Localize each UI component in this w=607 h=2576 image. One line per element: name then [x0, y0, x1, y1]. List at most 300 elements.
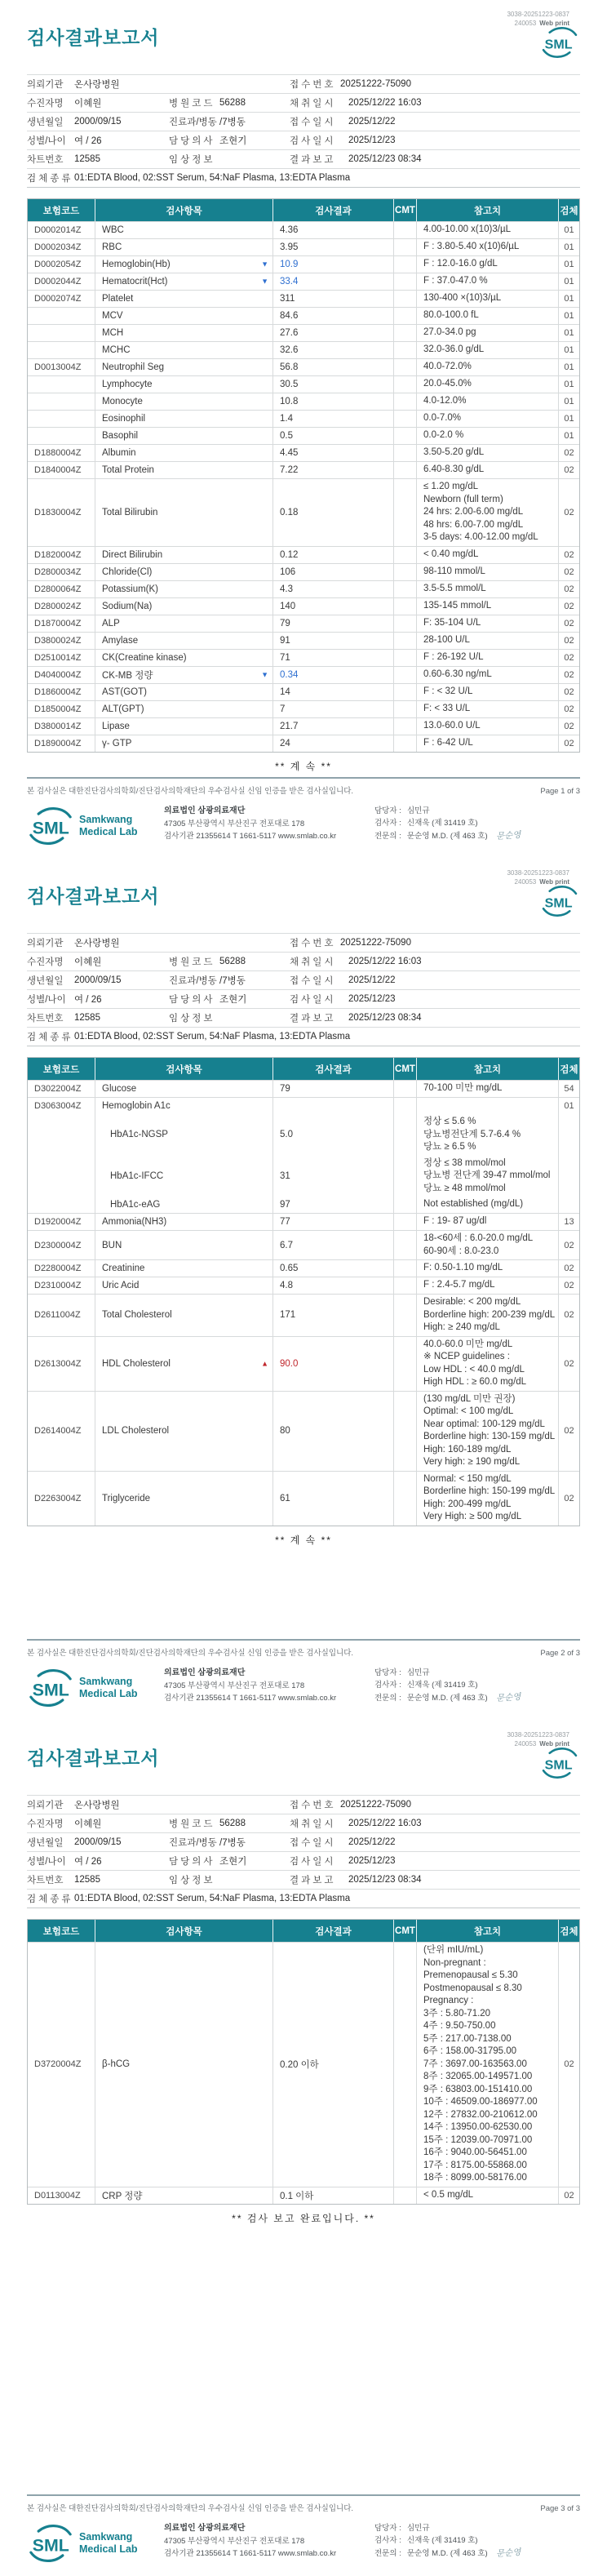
organization-block [164, 1667, 374, 1704]
result-cell [272, 342, 393, 358]
print-meta-line1: 3038-20251223-0837 [507, 1731, 569, 1739]
result-value: 106 [280, 566, 296, 577]
reference-line: High: 160-189 mg/dL [423, 1444, 512, 1455]
result-cell [272, 1081, 393, 1097]
test-name-cell [95, 256, 272, 273]
high-flag-icon: ▲ [261, 1359, 268, 1367]
result-cell [272, 1197, 393, 1213]
test-name-cell [95, 718, 272, 735]
staff-role: 담당자 : [374, 2524, 401, 2533]
specimen-code: 02 [558, 650, 579, 666]
sml-logo [541, 883, 578, 923]
test-name-cell [95, 291, 272, 307]
reference-cell [416, 291, 558, 307]
cmt-cell [393, 718, 416, 735]
info-value: 56288 [219, 957, 246, 966]
cmt-cell [393, 376, 416, 393]
reference-cell [416, 428, 558, 444]
reference-line: High HDL : ≥ 60.0 mg/dL [423, 1377, 527, 1387]
cmt-cell [393, 359, 416, 375]
page-title: 검사결과보고서 [27, 886, 160, 907]
reference-line: 80.0-100.0 fL [423, 310, 479, 321]
result-cell [272, 735, 393, 752]
test-name-cell [95, 1472, 272, 1526]
info-value: 56288 [219, 98, 246, 108]
info-label: 접수번호 [290, 1801, 336, 1810]
info-value: 2000/09/15 [74, 1837, 122, 1847]
info-value: 이혜원 [74, 957, 102, 967]
reference-line: Borderline high: 200-239 mg/dL [423, 1309, 556, 1320]
specimen-code: 02 [558, 1277, 579, 1294]
accreditation-row [27, 1646, 580, 1658]
staff-role: 전문의 : [374, 2549, 401, 2559]
reference-line: 0.60-6.30 ng/mL [423, 668, 492, 679]
result-value: 7.22 [280, 465, 299, 475]
reference-cell [416, 1277, 558, 1294]
result-cell [272, 376, 393, 393]
reference-lines [423, 1279, 552, 1292]
reference-cell [416, 256, 558, 273]
print-meta-webprint: Web print [539, 878, 569, 886]
info-value: 2000/09/15 [74, 975, 122, 985]
column-header: 검사결과 [272, 199, 393, 221]
reference-line: < 0.5 mg/dL [423, 2189, 474, 2200]
reference-lines [423, 344, 552, 357]
test-name-cell [95, 428, 272, 444]
info-label: 채취일시 [290, 99, 336, 109]
result-value: 32.6 [280, 345, 299, 355]
specimen-code: 02 [558, 445, 579, 461]
info-label: 채취일시 [290, 1819, 336, 1829]
specimen-code: 01 [558, 222, 579, 238]
reference-lines [423, 481, 552, 544]
column-header: 보험코드 [42, 206, 80, 216]
staff-name: 문순영 M.D. (제 463 호) [407, 1694, 488, 1703]
test-name-cell [95, 393, 272, 410]
reference-line: Premenopausal ≤ 5.30 [423, 1970, 518, 1980]
result-value: 4.45 [280, 448, 299, 458]
test-name: Platelet [102, 294, 134, 304]
reference-line: Not established (mg/dL) [423, 1199, 524, 1210]
insurance-code: D2280004Z [34, 1264, 82, 1273]
reference-lines [423, 2189, 552, 2202]
specimen-code: 01 [558, 376, 579, 393]
patient-info-row [27, 113, 580, 131]
insurance-code: D1850004Z [34, 704, 82, 714]
cmt-cell [393, 222, 416, 238]
result-value: 140 [280, 601, 296, 611]
info-value: 2025/12/22 16:03 [348, 1819, 422, 1828]
test-name-cell [95, 273, 272, 290]
specimen-code: 01 [558, 342, 579, 358]
insurance-code: D1890004Z [34, 738, 82, 748]
results-table-header [28, 1058, 579, 1080]
test-name-cell [95, 445, 272, 461]
test-name: Albumin [102, 448, 136, 458]
info-value: 온사랑병원 [74, 939, 120, 948]
staff-line [374, 1667, 580, 1679]
report-page [0, 0, 607, 859]
column-header: 검체 [558, 1920, 579, 1942]
svg-text:SML: SML [32, 818, 69, 838]
results-table-header [28, 1920, 579, 1942]
result-cell [272, 1231, 393, 1259]
reference-cell [416, 222, 558, 238]
info-value: 01:EDTA Blood, 02:SST Serum, 54:NaF Plasma, 13:EDTA Plasma [74, 1894, 351, 1903]
result-value: 0.18 [280, 507, 299, 517]
info-label: 병원코드 [169, 99, 215, 109]
column-header: 검사항목 [95, 199, 272, 221]
info-value: 여 / 26 [74, 1857, 102, 1867]
result-cell [272, 1156, 393, 1197]
reference-line: 14주 : 13950.00-62530.00 [423, 2122, 533, 2132]
specimen-code: 02 [558, 564, 579, 580]
page-number: Page 3 of 3 [540, 2504, 580, 2513]
reference-lines [423, 549, 552, 562]
table-row [28, 580, 579, 597]
column-header: CMT [393, 199, 416, 221]
reference-line: (단위 mIU/mL) [423, 1945, 484, 1955]
result-cell [272, 291, 393, 307]
reference-cell [416, 393, 558, 410]
print-meta-webprint: Web print [539, 20, 569, 28]
reference-lines [423, 720, 552, 733]
reference-line: 48 hrs: 6.00-7.00 mg/dL [423, 519, 524, 530]
logo-name-line1: Samkwang [79, 814, 133, 825]
table-row [28, 1097, 579, 1114]
reference-line: Borderline high: 130-159 mg/dL [423, 1432, 556, 1441]
info-value: /7병동 [219, 1838, 246, 1848]
reference-line: F : 26-192 U/L [423, 651, 484, 662]
test-name: Amylase [102, 635, 139, 646]
info-value: 여 / 26 [74, 136, 102, 146]
info-label: 진료과/병동 [169, 976, 217, 986]
low-flag-icon: ▼ [261, 670, 268, 678]
organization-contact: 검사기관 21355614 T 1661-5117 www.smlab.co.kr [164, 1694, 337, 1703]
info-value: 2025/12/23 08:34 [348, 154, 422, 164]
reference-cell [416, 359, 558, 375]
reference-cell [416, 1156, 558, 1197]
reference-line: 당뇨병전단계 5.7-6.4 % [423, 1129, 521, 1139]
reference-line: Normal: < 150 mg/dL [423, 1473, 512, 1484]
insurance-code: D0002074Z [34, 294, 82, 304]
reference-line: 3-5 days: 4.00-12.00 mg/dL [423, 532, 538, 542]
reference-line: 16주 : 9040.00-56451.00 [423, 2147, 527, 2157]
insurance-code: D2613004Z [34, 1358, 82, 1369]
column-header: 참고치 [416, 1920, 558, 1942]
logo-name-line1: Samkwang [79, 1676, 133, 1687]
reference-lines [423, 668, 552, 682]
table-row [28, 290, 579, 307]
reference-line: F : < 32 U/L [423, 686, 473, 696]
staff-line [374, 817, 580, 829]
staff-line [374, 2522, 580, 2534]
result-value: 1.4 [280, 414, 293, 424]
result-cell [272, 701, 393, 717]
organization-name: 의료법인 삼광의료재단 [164, 1668, 246, 1677]
test-name-cell [95, 564, 272, 580]
result-cell [272, 1098, 393, 1114]
print-meta [507, 1730, 569, 1748]
test-name: ALT(GPT) [102, 704, 144, 714]
test-name: CK-MB 정량 [102, 670, 153, 681]
footer-bottom [27, 2522, 580, 2565]
reference-line: 9주 : 63803.00-151410.00 [423, 2084, 533, 2094]
info-value: 조현기 [219, 1857, 247, 1867]
patient-info-row [27, 1833, 580, 1852]
insurance-code: D0002034Z [34, 242, 82, 252]
insurance-code: D0002014Z [34, 225, 82, 235]
test-name: Neutrophil Seg [102, 362, 165, 372]
specimen-code [558, 1114, 579, 1156]
patient-info-table [27, 74, 580, 188]
cmt-cell [393, 411, 416, 427]
info-label: 임상정보 [169, 1876, 215, 1885]
test-name-cell [95, 1277, 272, 1294]
reference-lines [423, 1116, 552, 1154]
reference-line: 40.0-72.0% [423, 362, 472, 372]
info-value: 조현기 [219, 995, 247, 1005]
cmt-cell [393, 445, 416, 461]
reference-line: 10주 : 46509.00-186977.00 [423, 2097, 538, 2107]
reference-cell [416, 1472, 558, 1526]
test-name: Total Cholesterol [102, 1310, 172, 1321]
table-row [28, 461, 579, 478]
insurance-code: D2614004Z [34, 1426, 82, 1436]
page-title: 검사결과보고서 [27, 1748, 160, 1769]
test-name-cell [95, 359, 272, 375]
specimen-code: 01 [558, 308, 579, 324]
specimen-code: 01 [558, 273, 579, 290]
footer-rule [27, 2494, 580, 2496]
specimen-code: 02 [558, 1472, 579, 1526]
test-name-cell [95, 1337, 272, 1391]
insurance-code: D2800024Z [34, 601, 82, 611]
staff-line [374, 1679, 580, 1691]
cmt-cell [393, 615, 416, 632]
reference-line: 3주 : 5.80-71.20 [423, 2008, 491, 2019]
info-label: 접수일시 [290, 118, 336, 127]
info-label: 검사일시 [290, 995, 336, 1005]
reference-cell [416, 581, 558, 597]
column-header: 검사항목 [95, 1920, 272, 1942]
patient-info-row [27, 94, 580, 113]
cmt-cell [393, 735, 416, 752]
table-row [28, 427, 579, 444]
table-row [28, 683, 579, 700]
cmt-cell [393, 598, 416, 615]
specimen-code: 02 [558, 1260, 579, 1277]
specimen-code: 02 [558, 633, 579, 649]
table-row [28, 1336, 579, 1391]
info-value: 12585 [74, 154, 100, 164]
print-meta [507, 868, 569, 886]
reference-lines [423, 600, 552, 613]
table-row [28, 324, 579, 341]
cmt-cell [393, 701, 416, 717]
reference-cell [416, 239, 558, 255]
reference-line: High: ≥ 240 mg/dL [423, 1322, 500, 1332]
test-name: Ammonia(NH3) [102, 1217, 167, 1227]
info-value: 2025/12/23 [348, 1856, 396, 1866]
reference-line: 당뇨병 전단계 39-47 mmol/mol [423, 1170, 551, 1180]
test-name: Hematocrit(Hct) [102, 277, 168, 286]
organization-block [164, 805, 374, 842]
insurance-code: D0002044Z [34, 277, 82, 286]
test-name-cell [95, 1197, 272, 1213]
test-name: Sodium(Na) [102, 601, 153, 611]
staff-block [374, 1667, 580, 1705]
result-value: 311 [280, 294, 295, 304]
result-cell [272, 256, 393, 273]
table-row [28, 375, 579, 393]
accreditation-text: 본 검사실은 대한진단검사의학회/진단검사의학재단의 우수검사실 신임 인증을 받은 검사실입니다. [27, 2504, 354, 2513]
reference-line: Very High: ≥ 500 mg/dL [423, 1512, 522, 1521]
reference-line: < 0.40 mg/dL [423, 549, 479, 559]
footer-logo [27, 1667, 164, 1709]
insurance-code [28, 325, 95, 341]
reference-line: 정상 ≤ 5.6 % [423, 1117, 476, 1126]
reference-line: F: 0.50-1.10 mg/dL [423, 1263, 503, 1273]
result-value: 33.4 [280, 277, 299, 286]
sml-logo-icon [541, 883, 578, 919]
table-row [28, 700, 579, 717]
staff-line [374, 2534, 580, 2547]
test-name: Creatinine [102, 1264, 145, 1273]
reference-cell [416, 667, 558, 683]
page-footer [27, 777, 580, 847]
test-name-cell [95, 547, 272, 563]
cmt-cell [393, 308, 416, 324]
result-value: 0.65 [280, 1264, 299, 1273]
specimen-code: 01 [558, 1098, 579, 1114]
test-name: MCV [102, 311, 123, 321]
reference-lines [423, 1082, 552, 1095]
table-row [28, 649, 579, 666]
specimen-code: 02 [558, 581, 579, 597]
test-name: RBC [102, 242, 122, 252]
title-row [27, 1721, 580, 1785]
info-value: 조현기 [219, 136, 247, 146]
reference-line: Near optimal: 100-129 mg/dL [423, 1419, 545, 1429]
test-name: LDL Cholesterol [102, 1426, 170, 1436]
reference-lines [423, 1262, 552, 1275]
footer-logo [27, 805, 164, 847]
specimen-code: 01 [558, 359, 579, 375]
reference-lines [423, 634, 552, 647]
result-value: 10.8 [280, 397, 299, 406]
sml-logo-icon [27, 2522, 74, 2565]
patient-info-table [27, 933, 580, 1046]
reference-cell [416, 1392, 558, 1471]
info-label: 수진자명 [27, 99, 64, 109]
cmt-cell [393, 1197, 416, 1213]
cmt-cell [393, 2187, 416, 2204]
table-row [28, 1156, 579, 1197]
patient-info-row [27, 150, 580, 169]
reference-line: 4주 : 9.50-750.00 [423, 2021, 496, 2031]
result-cell [272, 564, 393, 580]
specimen-code: 02 [558, 1231, 579, 1259]
result-value: 56.8 [280, 362, 299, 372]
test-name-cell [95, 581, 272, 597]
svg-text:SML: SML [544, 895, 573, 911]
info-label: 의뢰기관 [27, 1801, 64, 1810]
reference-cell [416, 701, 558, 717]
info-value: 20251222-75090 [340, 1800, 411, 1810]
results-table-header [28, 199, 579, 221]
results-table [27, 1057, 580, 1526]
specimen-code: 13 [558, 1214, 579, 1230]
reference-cell [416, 1337, 558, 1391]
footer-logo-name [79, 2531, 138, 2556]
info-label: 채취일시 [290, 957, 336, 967]
result-value: 4.36 [280, 225, 299, 235]
insurance-code: D2263004Z [34, 1493, 82, 1503]
specimen-code: 01 [558, 256, 579, 273]
test-name: Total Bilirubin [102, 507, 158, 517]
insurance-code: D4040004Z [34, 669, 82, 680]
sml-logo-icon [541, 1745, 578, 1781]
cmt-cell [393, 1260, 416, 1277]
reference-lines [423, 464, 552, 477]
staff-role: 검사자 : [374, 2536, 401, 2546]
reference-lines [423, 1215, 552, 1228]
insurance-code [28, 393, 95, 410]
reference-lines [423, 361, 552, 374]
title-row [27, 0, 580, 64]
patient-info-row [27, 934, 580, 953]
insurance-code [28, 1114, 95, 1156]
patient-info-row [27, 75, 580, 94]
reference-line: 60-90세 : 8.0-23.0 [423, 1246, 499, 1256]
info-value: 2025/12/22 [348, 1837, 396, 1847]
footer-logo [27, 2522, 164, 2565]
column-header: 검체 [558, 1058, 579, 1080]
reference-line: 3.50-5.20 g/dL [423, 447, 485, 458]
insurance-code [28, 342, 95, 358]
reference-line: 0.0-2.0 % [423, 430, 464, 441]
reference-line: Pregnancy : [423, 1996, 474, 2005]
test-name: Triglyceride [102, 1493, 151, 1503]
cmt-cell [393, 1295, 416, 1336]
insurance-code: D3800024Z [34, 635, 82, 646]
reference-cell [416, 376, 558, 393]
cmt-cell [393, 239, 416, 255]
reference-lines [423, 395, 552, 408]
cmt-cell [393, 1098, 416, 1114]
info-label: 의뢰기관 [27, 939, 64, 948]
result-cell [272, 1214, 393, 1230]
insurance-code: D3063004Z [34, 1101, 82, 1111]
insurance-code: D1870004Z [34, 618, 82, 628]
test-name: HbA1c-eAG [110, 1200, 161, 1210]
insurance-code: D0002054Z [34, 260, 82, 269]
specimen-code: 02 [558, 735, 579, 752]
table-row [28, 615, 579, 632]
patient-info-row [27, 131, 580, 150]
reference-lines [423, 1473, 556, 1524]
cmt-cell [393, 1114, 416, 1156]
test-name-cell [95, 325, 272, 341]
reference-cell [416, 342, 558, 358]
result-value: 171 [280, 1310, 296, 1321]
specimen-code: 02 [558, 615, 579, 632]
info-value: 2025/12/23 08:34 [348, 1875, 422, 1885]
staff-name: 문순영 M.D. (제 463 호) [407, 832, 488, 842]
cmt-cell [393, 291, 416, 307]
reference-line: 20.0-45.0% [423, 379, 472, 389]
